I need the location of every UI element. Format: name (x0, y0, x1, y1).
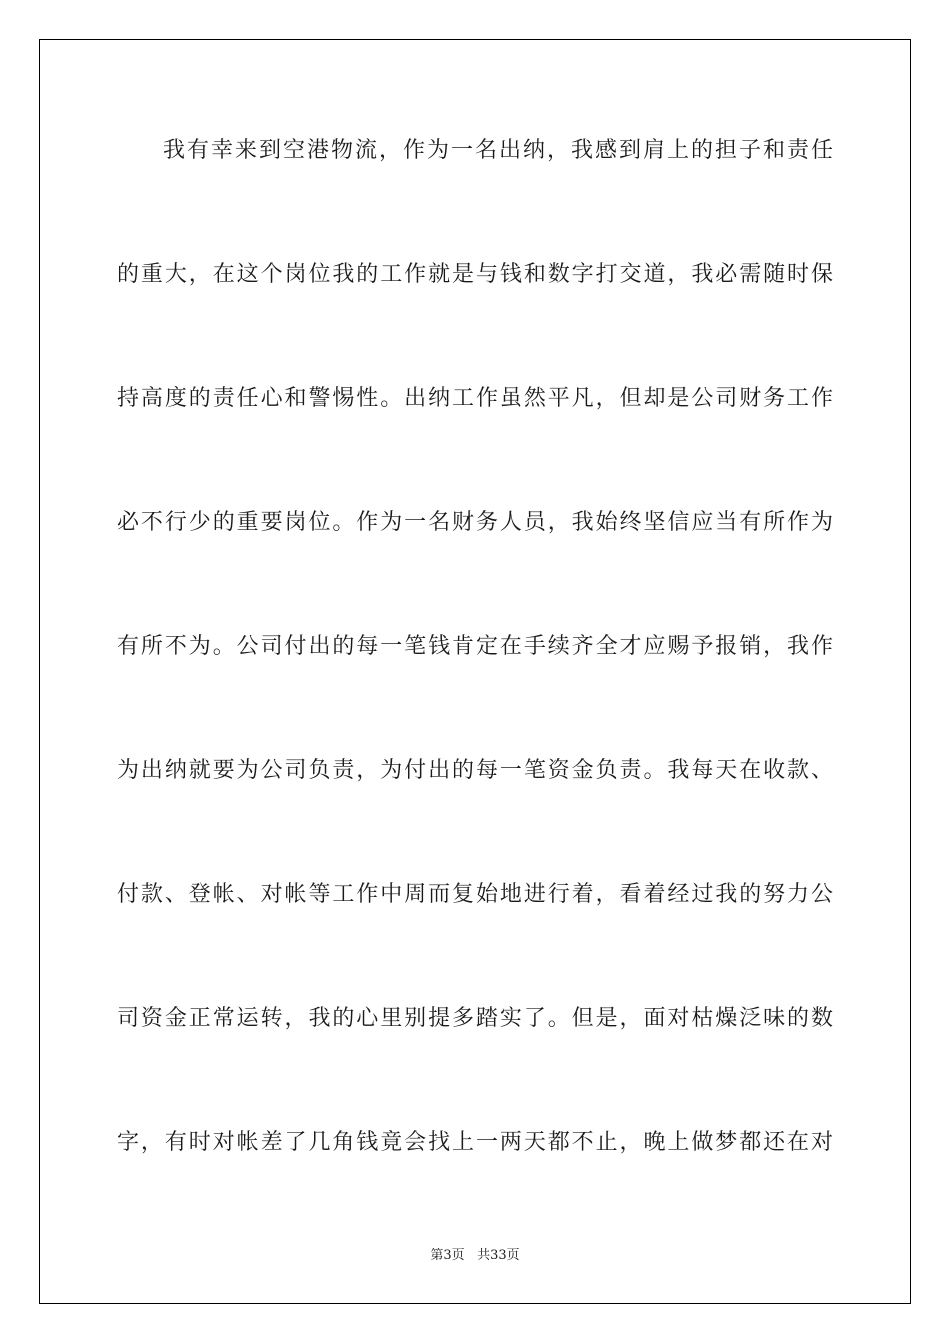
page-number-label: 第3页 (430, 1248, 465, 1263)
paragraph-line-2: 的重大，在这个岗位我的工作就是与钱和数字打交道，我必需随时保 (117, 262, 833, 287)
page-total-label: 共33页 (477, 1248, 520, 1263)
paragraph-line-1: 我有幸来到空港物流，作为一名出纳，我感到肩上的担子和责任 (163, 138, 833, 163)
paragraph-line-9: 字，有时对帐差了几角钱竟会找上一两天都不止，晚上做梦都还在对 (117, 1130, 833, 1155)
paragraph-line-4: 必不行少的重要岗位。作为一名财务人员，我始终坚信应当有所作为 (117, 510, 833, 535)
paragraph-line-6: 为出纳就要为公司负责，为付出的每一笔资金负责。我每天在收款、 (117, 758, 833, 783)
paragraph-line-7: 付款、登帐、对帐等工作中周而复始地进行着，看着经过我的努力公 (117, 882, 833, 907)
page-border (39, 39, 911, 1304)
paragraph-line-3: 持高度的责任心和警惕性。出纳工作虽然平凡，但却是公司财务工作 (117, 386, 833, 411)
page-footer (0, 1246, 950, 1266)
paragraph-line-5: 有所不为。公司付出的每一笔钱肯定在手续齐全才应赐予报销，我作 (117, 634, 833, 659)
paragraph-line-8: 司资金正常运转，我的心里别提多踏实了。但是，面对枯燥泛味的数 (117, 1006, 833, 1031)
